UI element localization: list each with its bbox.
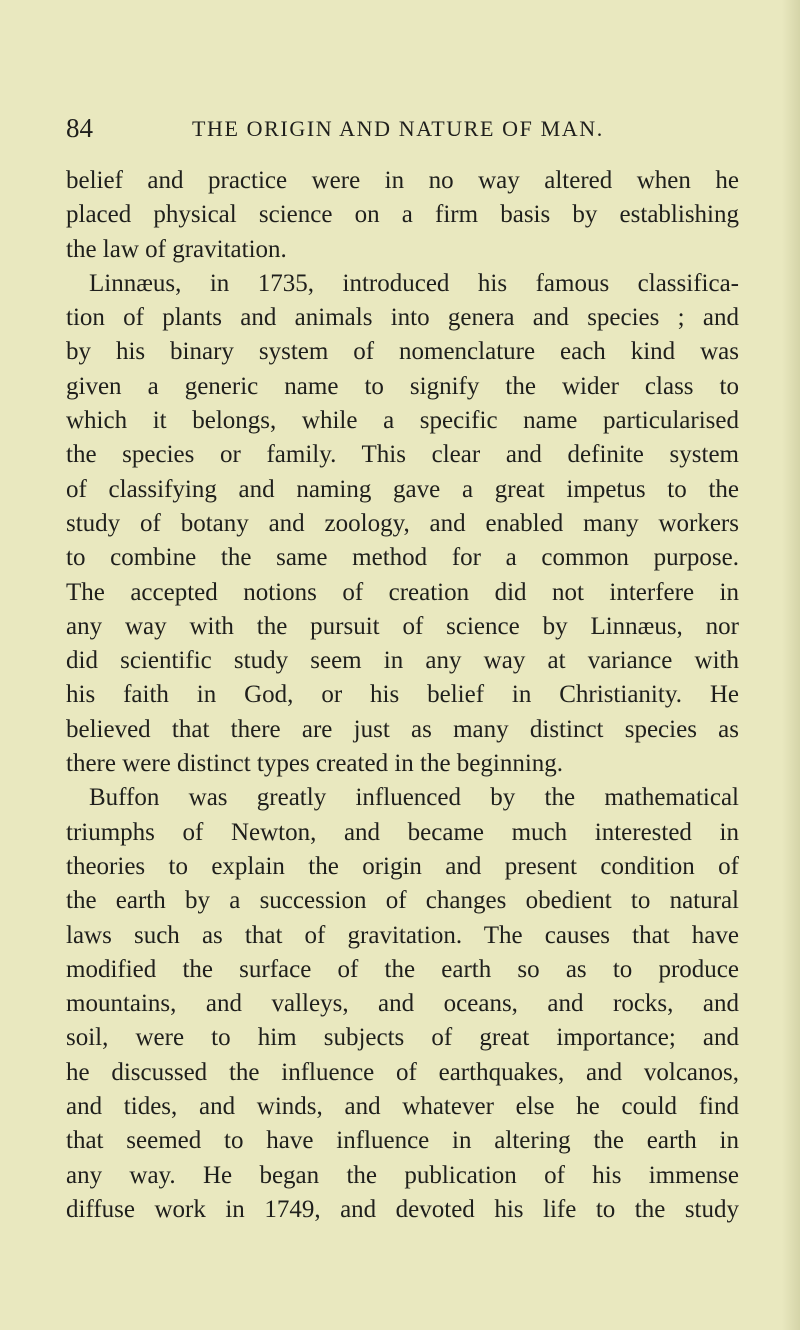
text-line: the earth by a succession of changes obedient to natural [66,887,739,915]
text-line: believed that there are just as many distinct species as [66,715,739,743]
text-line: that seemed to have influence in altering the earth in [66,1127,739,1155]
text-line: by his binary system of nomenclature each kind was [66,338,739,366]
text-line: diffuse work in 1749, and devoted his life to the study [66,1195,739,1223]
text-line: of classifying and naming gave a great impetus to the [66,475,739,503]
text-line: placed physical science on a firm basis by establishing [66,201,739,229]
page-header [66,112,736,144]
running-title: THE ORIGIN AND NATURE OF MAN. [192,116,604,141]
text-line: to combine the same method for a common purpose. [66,544,739,572]
text-line: The accepted notions of creation did not interfere in [66,578,739,606]
paragraph-start-line: Linnæus, in 1735, introduced his famous classifica- [89,269,739,297]
text-line: given a generic name to signify the wider class to [66,372,739,400]
text-line: and tides, and winds, and whatever else he could find [66,1093,739,1121]
text-line: the species or family. This clear and definite system [66,441,739,469]
text-line: did scientific study seem in any way at variance with [66,647,739,675]
text-line: theories to explain the origin and present condition of [66,852,739,880]
text-line: triumphs of Newton, and became much interested in [66,818,739,846]
text-line: his faith in God, or his belief in Christianity. He [66,681,739,709]
body-text [66,164,739,1227]
text-line: which it belongs, while a specific name particularised [66,407,739,435]
text-line: belief and practice were in no way altered when he [66,167,739,194]
paragraph-start-line: Buffon was greatly influenced by the mathematical [89,784,739,812]
page-edge-shadow [782,0,800,1330]
text-line: soil, were to him subjects of great importance; and [66,1024,739,1052]
text-line: tion of plants and animals into genera and species ; and [66,304,739,332]
text-line: the law of gravitation. [66,235,287,263]
text-line: modified the surface of the earth so as to produce [66,955,739,983]
text-line: laws such as that of gravitation. The causes that have [66,921,739,949]
text-line: study of botany and zoology, and enabled many workers [66,509,739,537]
text-line: mountains, and valleys, and oceans, and rocks, and [66,990,739,1018]
page-number: 84 [66,113,93,143]
text-line: any way. He began the publication of his immense [66,1161,739,1189]
text-line: any way with the pursuit of science by Linnæus, nor [66,612,739,640]
text-line: he discussed the influence of earthquakes, and volcanos, [66,1058,739,1086]
text-line: there were distinct types created in the beginning. [66,750,564,778]
